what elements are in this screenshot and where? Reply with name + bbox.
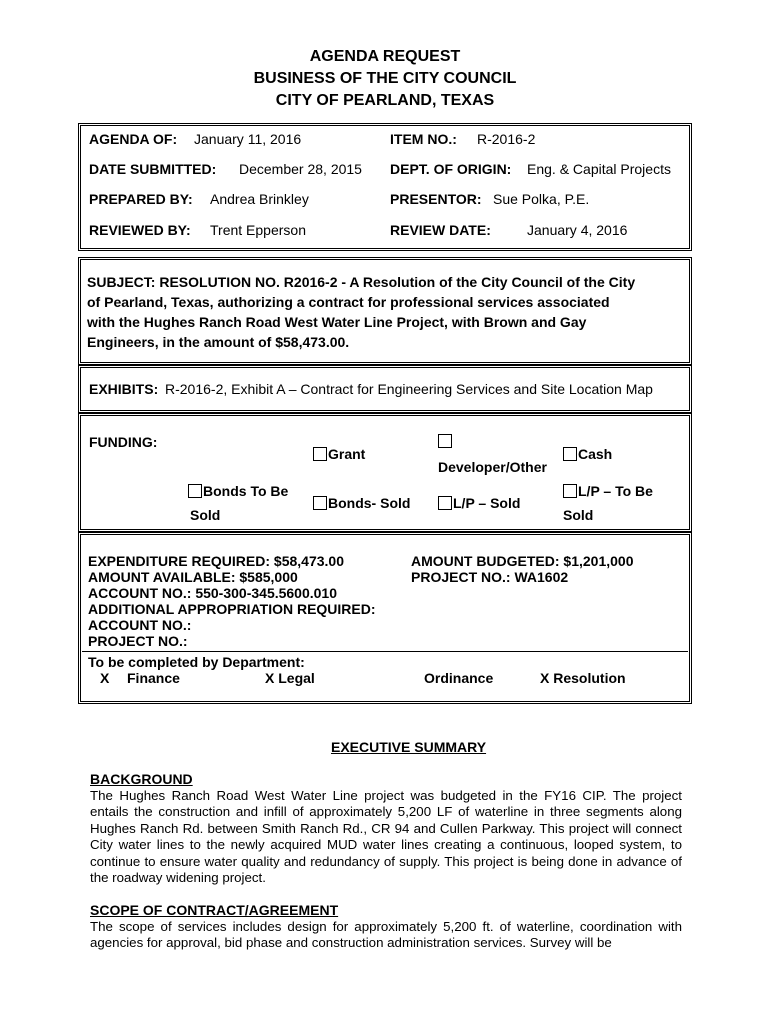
exhibits-value: R-2016-2, Exhibit A – Contract for Engineering Services and Site Location Map [165, 381, 653, 397]
bonds-to-be-checkbox[interactable] [188, 484, 202, 498]
lp-sold-checkbox[interactable] [438, 496, 452, 510]
subject-line: Engineers, in the amount of $58,473.00. [87, 334, 350, 350]
bonds-to-be-label: Bonds To Be [203, 483, 289, 499]
item-no-label: ITEM NO.: [390, 131, 457, 147]
reviewed-by-label: REVIEWED BY: [89, 222, 191, 238]
review-date-value: January 4, 2016 [527, 222, 628, 238]
item-no-value: R-2016-2 [477, 131, 536, 147]
scope-heading: SCOPE OF CONTRACT/AGREEMENT [90, 902, 339, 918]
agenda-of-value: January 11, 2016 [194, 131, 302, 147]
subject-line: of Pearland, Texas, authorizing a contract for professional services associated [87, 294, 610, 310]
grant-checkbox[interactable] [313, 447, 327, 461]
lp-to-be-label-line2: Sold [563, 507, 594, 523]
date-submitted-value: December 28, 2015 [239, 161, 362, 177]
finance-mark: X [100, 670, 110, 686]
amount-available: AMOUNT AVAILABLE: $585,000 [88, 569, 298, 585]
expenditure-required: EXPENDITURE REQUIRED: $58,473.00 [88, 553, 344, 569]
bonds-to-be-label-line2: Sold [190, 507, 221, 523]
finance-label: Finance [127, 670, 180, 686]
subject-line: SUBJECT: RESOLUTION NO. R2016-2 - A Resolution of the City Council of the City [87, 274, 636, 290]
funding-grant[interactable] [313, 446, 365, 462]
funding-box [80, 415, 690, 530]
subject-text [87, 272, 687, 352]
doc-title-line3: CITY OF PEARLAND, TEXAS [275, 92, 495, 109]
scope-text: The scope of services includes design for approximately 5,200 ft. of waterline, coordination with agencies for approval, bid phase and construction administration services. Survey will be [90, 919, 682, 951]
bonds-sold-checkbox[interactable] [313, 496, 327, 510]
review-date-label: REVIEW DATE: [390, 222, 491, 238]
developer-checkbox[interactable] [438, 434, 452, 448]
funding-bonds-to-be[interactable] [188, 483, 288, 499]
dept-origin-value: Eng. & Capital Projects [527, 161, 671, 177]
amount-budgeted: AMOUNT BUDGETED: $1,201,000 [411, 553, 634, 569]
agenda-of-label: AGENDA OF: [89, 131, 178, 147]
funding-bonds-sold[interactable] [313, 495, 410, 511]
doc-title-line2: BUSINESS OF THE CITY COUNCIL [253, 70, 517, 87]
prepared-by-label: PREPARED BY: [89, 191, 193, 207]
funding-label: FUNDING: [89, 434, 158, 450]
completion-divider [82, 651, 688, 652]
background-heading: BACKGROUND [90, 771, 193, 787]
project-no-2: PROJECT NO.: [88, 633, 188, 649]
lp-sold-label: L/P – Sold [453, 495, 521, 511]
reviewed-by-value: Trent Epperson [210, 222, 306, 238]
lp-to-be-checkbox[interactable] [563, 484, 577, 498]
cash-checkbox[interactable] [563, 447, 577, 461]
developer-label: Developer/Other [438, 459, 547, 475]
legal-label: X Legal [265, 670, 315, 686]
funding-lp-to-be[interactable] [563, 483, 653, 499]
presentor-label: PRESENTOR: [390, 191, 482, 207]
account-no-2: ACCOUNT NO.: [88, 617, 192, 633]
exhibits-label: EXHIBITS: [89, 381, 159, 397]
grant-label: Grant [328, 446, 366, 462]
ordinance-label: Ordinance [424, 670, 494, 686]
resolution-label: X Resolution [540, 670, 626, 686]
date-submitted-label: DATE SUBMITTED: [89, 161, 217, 177]
prepared-by-value: Andrea Brinkley [210, 191, 309, 207]
doc-title-line1: AGENDA REQUEST [309, 48, 461, 65]
dept-origin-label: DEPT. OF ORIGIN: [390, 161, 512, 177]
background-text: The Hughes Ranch Road West Water Line project was budgeted in the FY16 CIP. The project entails the construction and infill of approximately 5,200 LF of waterline in three segments along Hughes Ranch Rd. between Smith Ranch Rd., CR 94 and Cullen Parkway. This project will connect City water lines to the newly acquired MUD water lines creating a continuous, looped system, to continue to ensure water quality and redundancy of supply. This project is being done in advance of the roadway widening project. [90, 788, 682, 886]
account-no: ACCOUNT NO.: 550-300-345.5600.010 [88, 585, 338, 601]
funding-lp-sold[interactable] [438, 495, 520, 511]
cash-label: Cash [578, 446, 613, 462]
funding-developer[interactable] [438, 433, 453, 449]
project-no: PROJECT NO.: WA1602 [411, 569, 569, 585]
lp-to-be-label: L/P – To Be [578, 483, 653, 499]
completion-label: To be completed by Department: [88, 654, 305, 670]
bonds-sold-label: Bonds- Sold [328, 495, 411, 511]
funding-cash[interactable] [563, 446, 612, 462]
executive-summary-title: EXECUTIVE SUMMARY [331, 739, 487, 755]
additional-appropriation: ADDITIONAL APPROPRIATION REQUIRED: [88, 601, 376, 617]
subject-line: with the Hughes Ranch Road West Water Line Project, with Brown and Gay [87, 314, 587, 330]
presentor-value: Sue Polka, P.E. [493, 191, 590, 207]
